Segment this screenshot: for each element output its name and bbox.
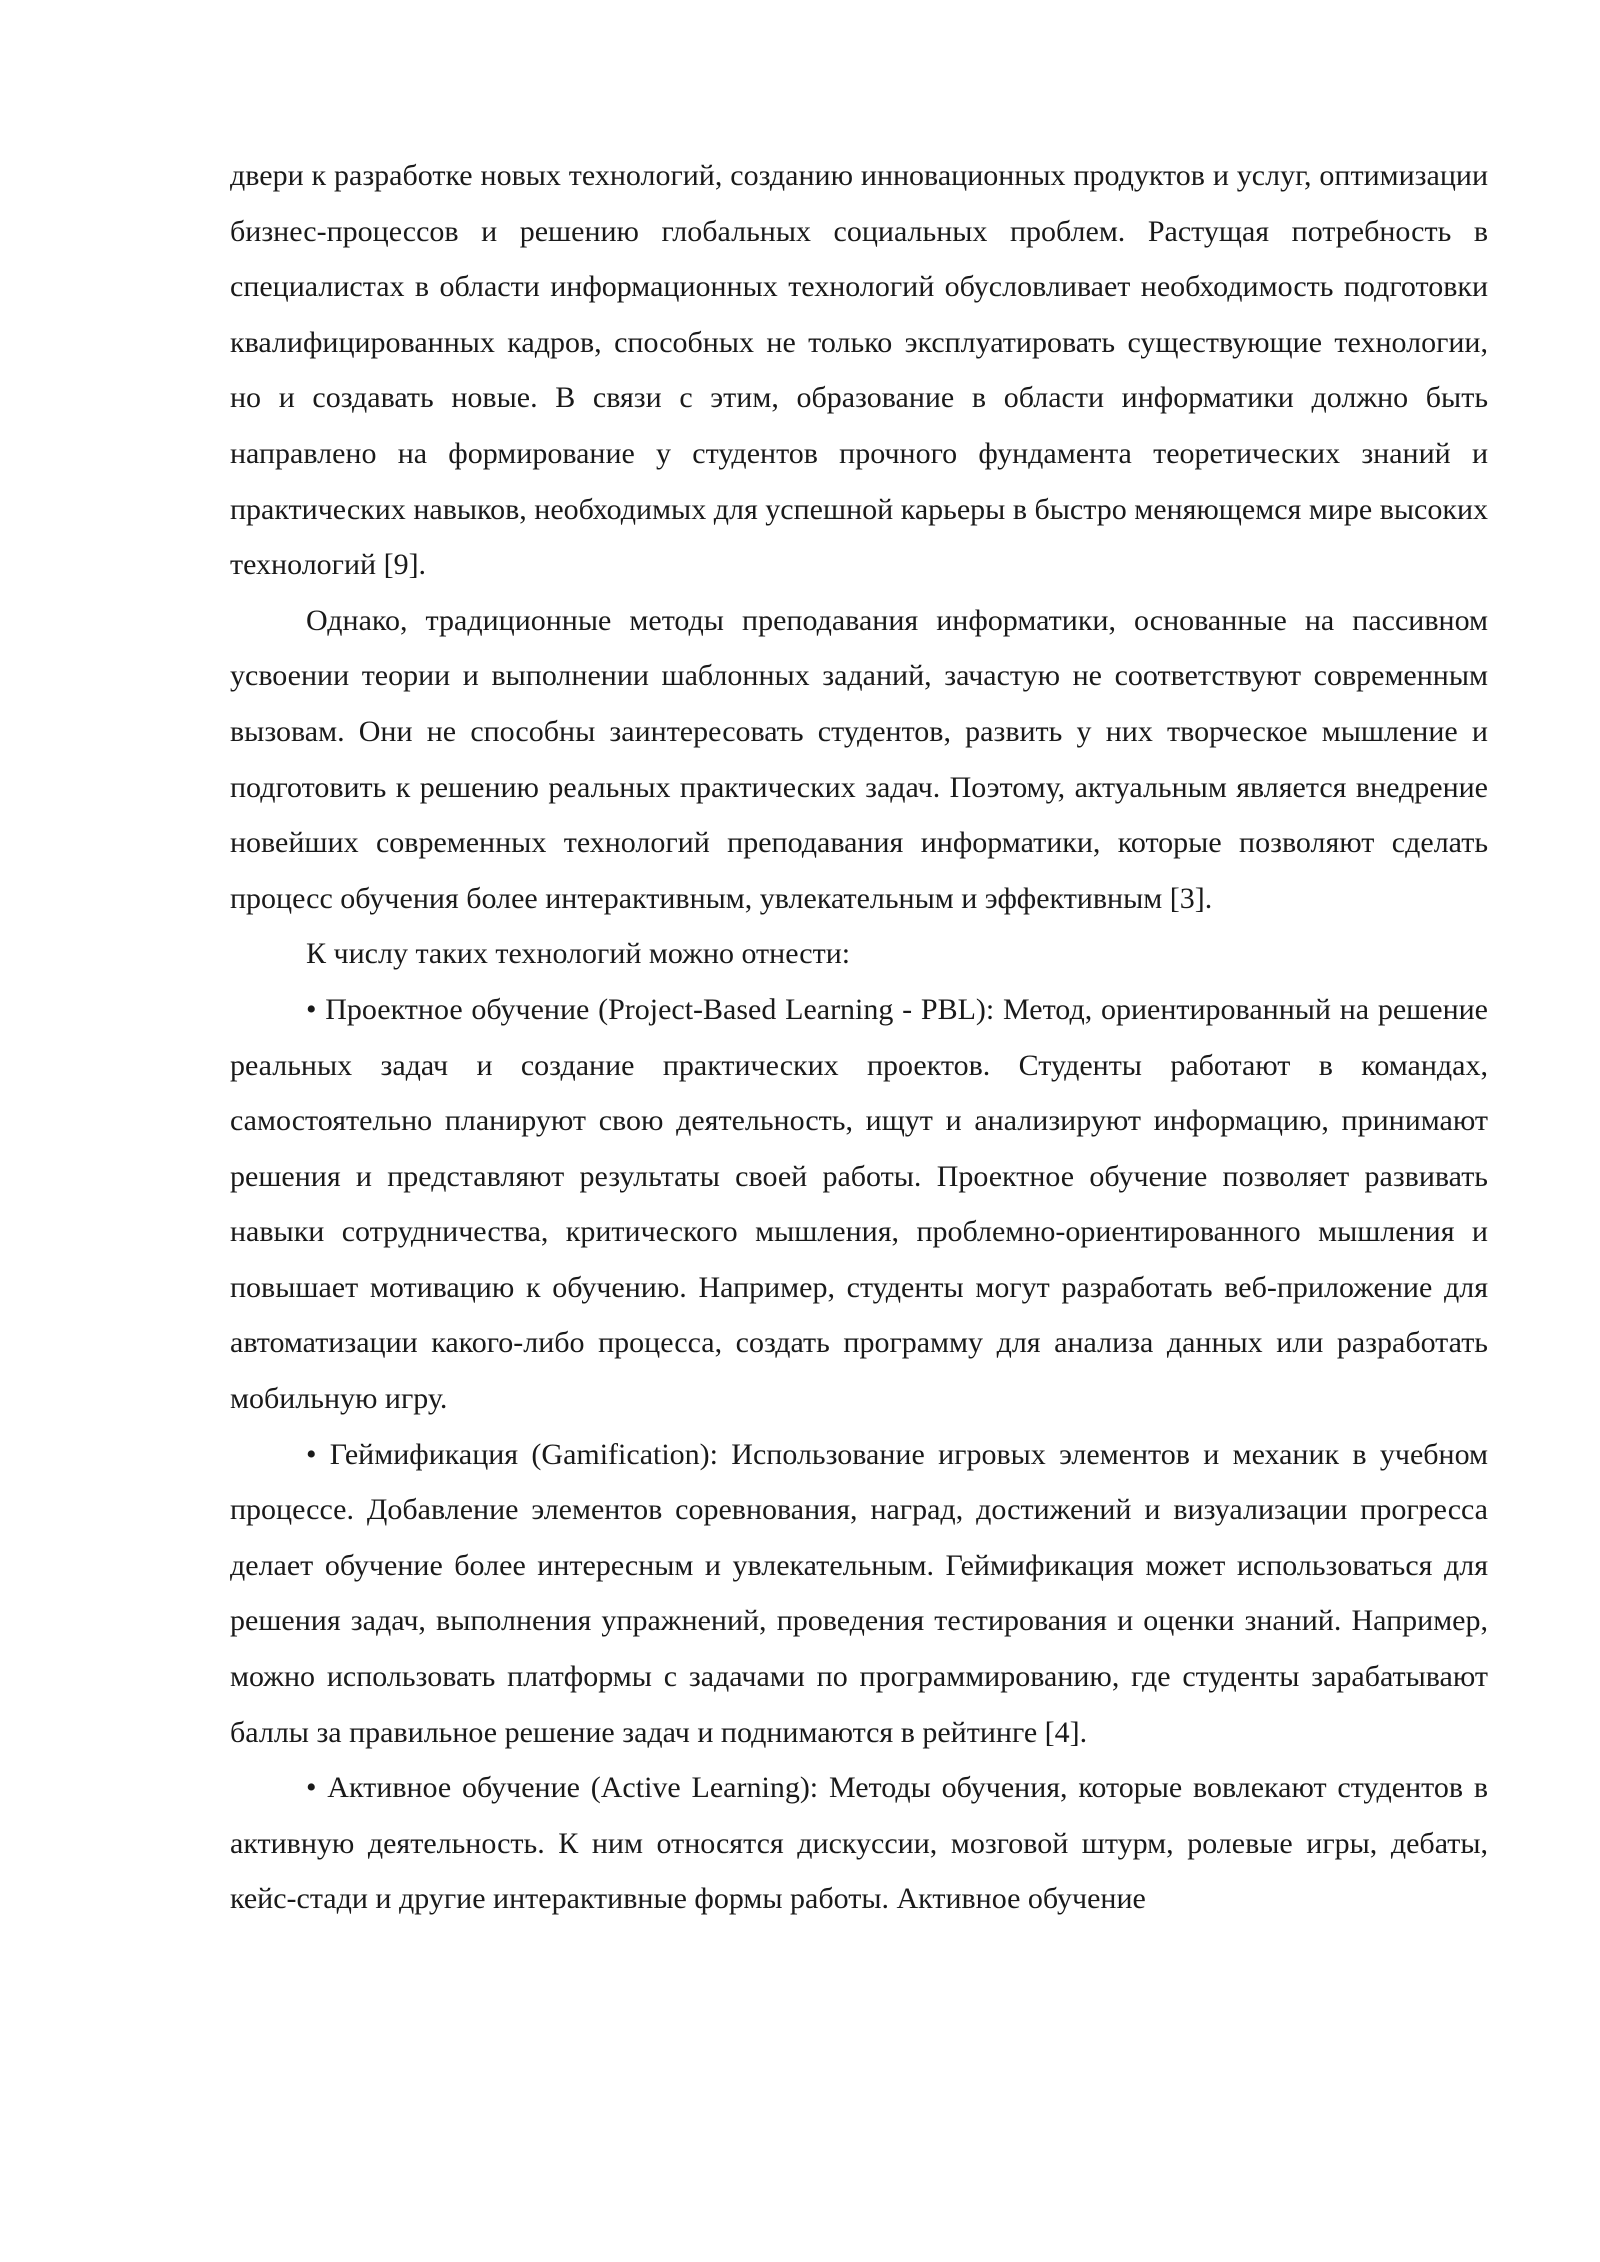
list-item-active-learning: • Активное обучение (Active Learning): Методы обучения, которые вовлекают студентов в активную деятельность. К ним относятся дискуссии, мозговой штурм, ролевые игры, дебаты, кейс-стади и другие интерактивные формы работы. Активное обучение [230,1771,1488,1916]
paragraph-technologies-intro: К числу таких технологий можно отнести: [306,937,851,971]
list-item-gamification: • Геймификация (Gamification): Использование игровых элементов и механик в учебном процессе. Добавление элементов соревнования, наград, достижений и визуализации прогресса делает обучение более интересным и увлекательным. Геймификация может использоваться для решения задач, выполнения упражнений, проведения тестирования и оценки знаний. Например, можно использовать платформы с задачами по программированию, где студенты зарабатывают баллы за правильное решение задач и поднимаются в рейтинге [4]. [230,1437,1488,1749]
paragraph-continuation: двери к разработке новых технологий, созданию инновационных продуктов и услуг, оптимизации бизнес-процессов и решению глобальных социальных проблем. Растущая потребность в специалистах в области информационных технологий обусловливает необходимость подготовки квалифицированных кадров, способных не только эксплуатировать существующие технологии, но и создавать новые. В связи с этим, образование в области информатики должно быть направлено на формирование у студентов прочного фундамента теоретических знаний и практических навыков, необходимых для успешной карьеры в быстро меняющемся мире высоких технологий [9]. [230,159,1488,582]
list-item-project-based-learning: • Проектное обучение (Project-Based Learning - PBL): Метод, ориентированный на решение реальных задач и создание практических проектов. Студенты работают в командах, самостоятельно планируют свою деятельность, ищут и анализируют информацию, принимают решения и представляют результаты своей работы. Проектное обучение позволяет развивать навыки сотрудничества, критического мышления, проблемно-ориентированного мышления и повышает мотивацию к обучению. Например, студенты могут разработать веб-приложение для автоматизации какого-либо процесса, создать программу для анализа данных или разработать мобильную игру. [230,992,1488,1416]
paragraph-traditional-methods: Однако, традиционные методы преподавания информатики, основанные на пассивном усвоении теории и выполнении шаблонных заданий, зачастую не соответствуют современным вызовам. Они не способны заинтересовать студентов, развить у них творческое мышление и подготовить к решению реальных практических задач. Поэтому, актуальным является внедрение новейших современных технологий преподавания информатики, которые позволяют сделать процесс обучения более интерактивным, увлекательным и эффективным [3]. [230,603,1488,915]
document-body [230,148,1488,1927]
